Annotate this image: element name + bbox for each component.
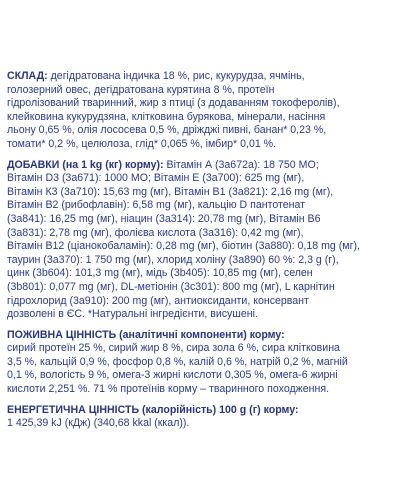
additives-line-10: (3b801): 0,077 mg (мг), DL-метіонін (3c301): 800 mg (мг), L карнітин bbox=[7, 280, 335, 293]
additives-line-2: Вітамін D3 (3a671): 1000 МО; Вітамін Е (3a700): 625 mg (мг), bbox=[7, 172, 305, 185]
additives-line-7: Вітамін В12 (ціанокобаламін): 0,28 mg (мг), біотин (3a880): 0,18 mg (мг), bbox=[7, 240, 360, 253]
label-text bbox=[7, 70, 395, 431]
composition-line-6: томати* 0,2 %, целюлоза, глід* 0,065 %, імбир* 0,01 %. bbox=[7, 137, 277, 150]
composition-section bbox=[7, 70, 395, 152]
additives-line-5: (3a841): 16,25 mg (мг), ніацин (3a314): 20,78 mg (мг), Вітамін В6 bbox=[7, 212, 321, 225]
additives-line-6: (3a831): 2,78 mg (мг), фолієва кислота (3a316): 0,42 mg (мг), bbox=[7, 226, 304, 239]
nutrition-line-4: кислоти 2,251 %. 71 % протеїнів корму – тваринного походження. bbox=[7, 383, 330, 396]
composition-line-3: гідролізований тваринний, жир з птиці (з додаванням токоферолів), bbox=[7, 97, 340, 110]
additives-line-11: гідрохлорид (3a910): 200 mg (мг), антиоксиданти, консервант bbox=[7, 294, 309, 307]
composition-heading: СКЛАД: bbox=[7, 70, 48, 82]
composition-line-1 bbox=[7, 70, 395, 84]
additives-line-3: Вітамін К3 (3a710): 15,63 mg (мг), Вітамін В1 (3a821): 2,16 mg (мг), bbox=[7, 185, 334, 198]
energy-section bbox=[7, 404, 395, 431]
additives-line-1 bbox=[7, 159, 395, 173]
composition-text: дегідратована індичка 18 %, рис, кукурудза, ячмінь, bbox=[47, 70, 305, 82]
additives-line-9: цинк (3b604): 101,3 mg (мг), мідь (3b405): 10,85 mg (мг), селен bbox=[7, 267, 313, 280]
additives-text: Вітамін А (3a672a): 18 750 МО; bbox=[163, 158, 319, 171]
composition-line-5: льону 0,65 %, олія лососева 0,5 %, дріжджі пивні, банан* 0,23 %, bbox=[7, 124, 327, 137]
nutrition-section bbox=[7, 329, 395, 397]
energy-heading: ЕНЕРГЕТИЧНА ЦІННІСТЬ (калорійність) 100 g (г) корму: bbox=[7, 403, 299, 416]
additives-section bbox=[7, 159, 395, 322]
nutrition-line-3: 0,1 %, вологість 9 %, омега-3 жирні кислоти 0,305 %, омега-6 жирні bbox=[7, 369, 338, 382]
energy-line-1: 1 425,39 kJ (кДж) (340,68 kkal (ккал)). bbox=[7, 417, 190, 430]
nutrition-line-1: сирий протеїн 25 %, сирий жир 8 %, сира зола 6 %, сира клітковина bbox=[7, 342, 340, 355]
additives-line-8: таурин (3a370): 1 750 mg (мг), хлорид холіну (3a890) 60 %: 2,3 g (г), bbox=[7, 253, 339, 266]
additives-line-4: Вітамін В2 (рибофлавін): 6,58 mg (мг), кальцію D пантотенат bbox=[7, 199, 306, 212]
composition-line-2: голозерний овес, дегідратована курятина 8 %, протеїн bbox=[7, 83, 275, 96]
composition-line-4: клейковина кукурудзяна, клітковина бурякова, мінерали, насіння bbox=[7, 110, 326, 123]
additives-heading: ДОБАВКИ (на 1 kg (кг) корму): bbox=[7, 158, 164, 171]
nutrition-line-2: 3,5 %, кальцій 0,9 %, фосфор 0,8 %, калій 0,6 %, натрій 0,2 %, магній bbox=[7, 355, 348, 368]
additives-line-12: дозволені в ЄС. *Натуральні інгредієнти, висушені. bbox=[7, 308, 258, 321]
nutrition-heading: ПОЖИВНА ЦІННІСТЬ (аналітичні компоненти) корму: bbox=[7, 328, 285, 341]
